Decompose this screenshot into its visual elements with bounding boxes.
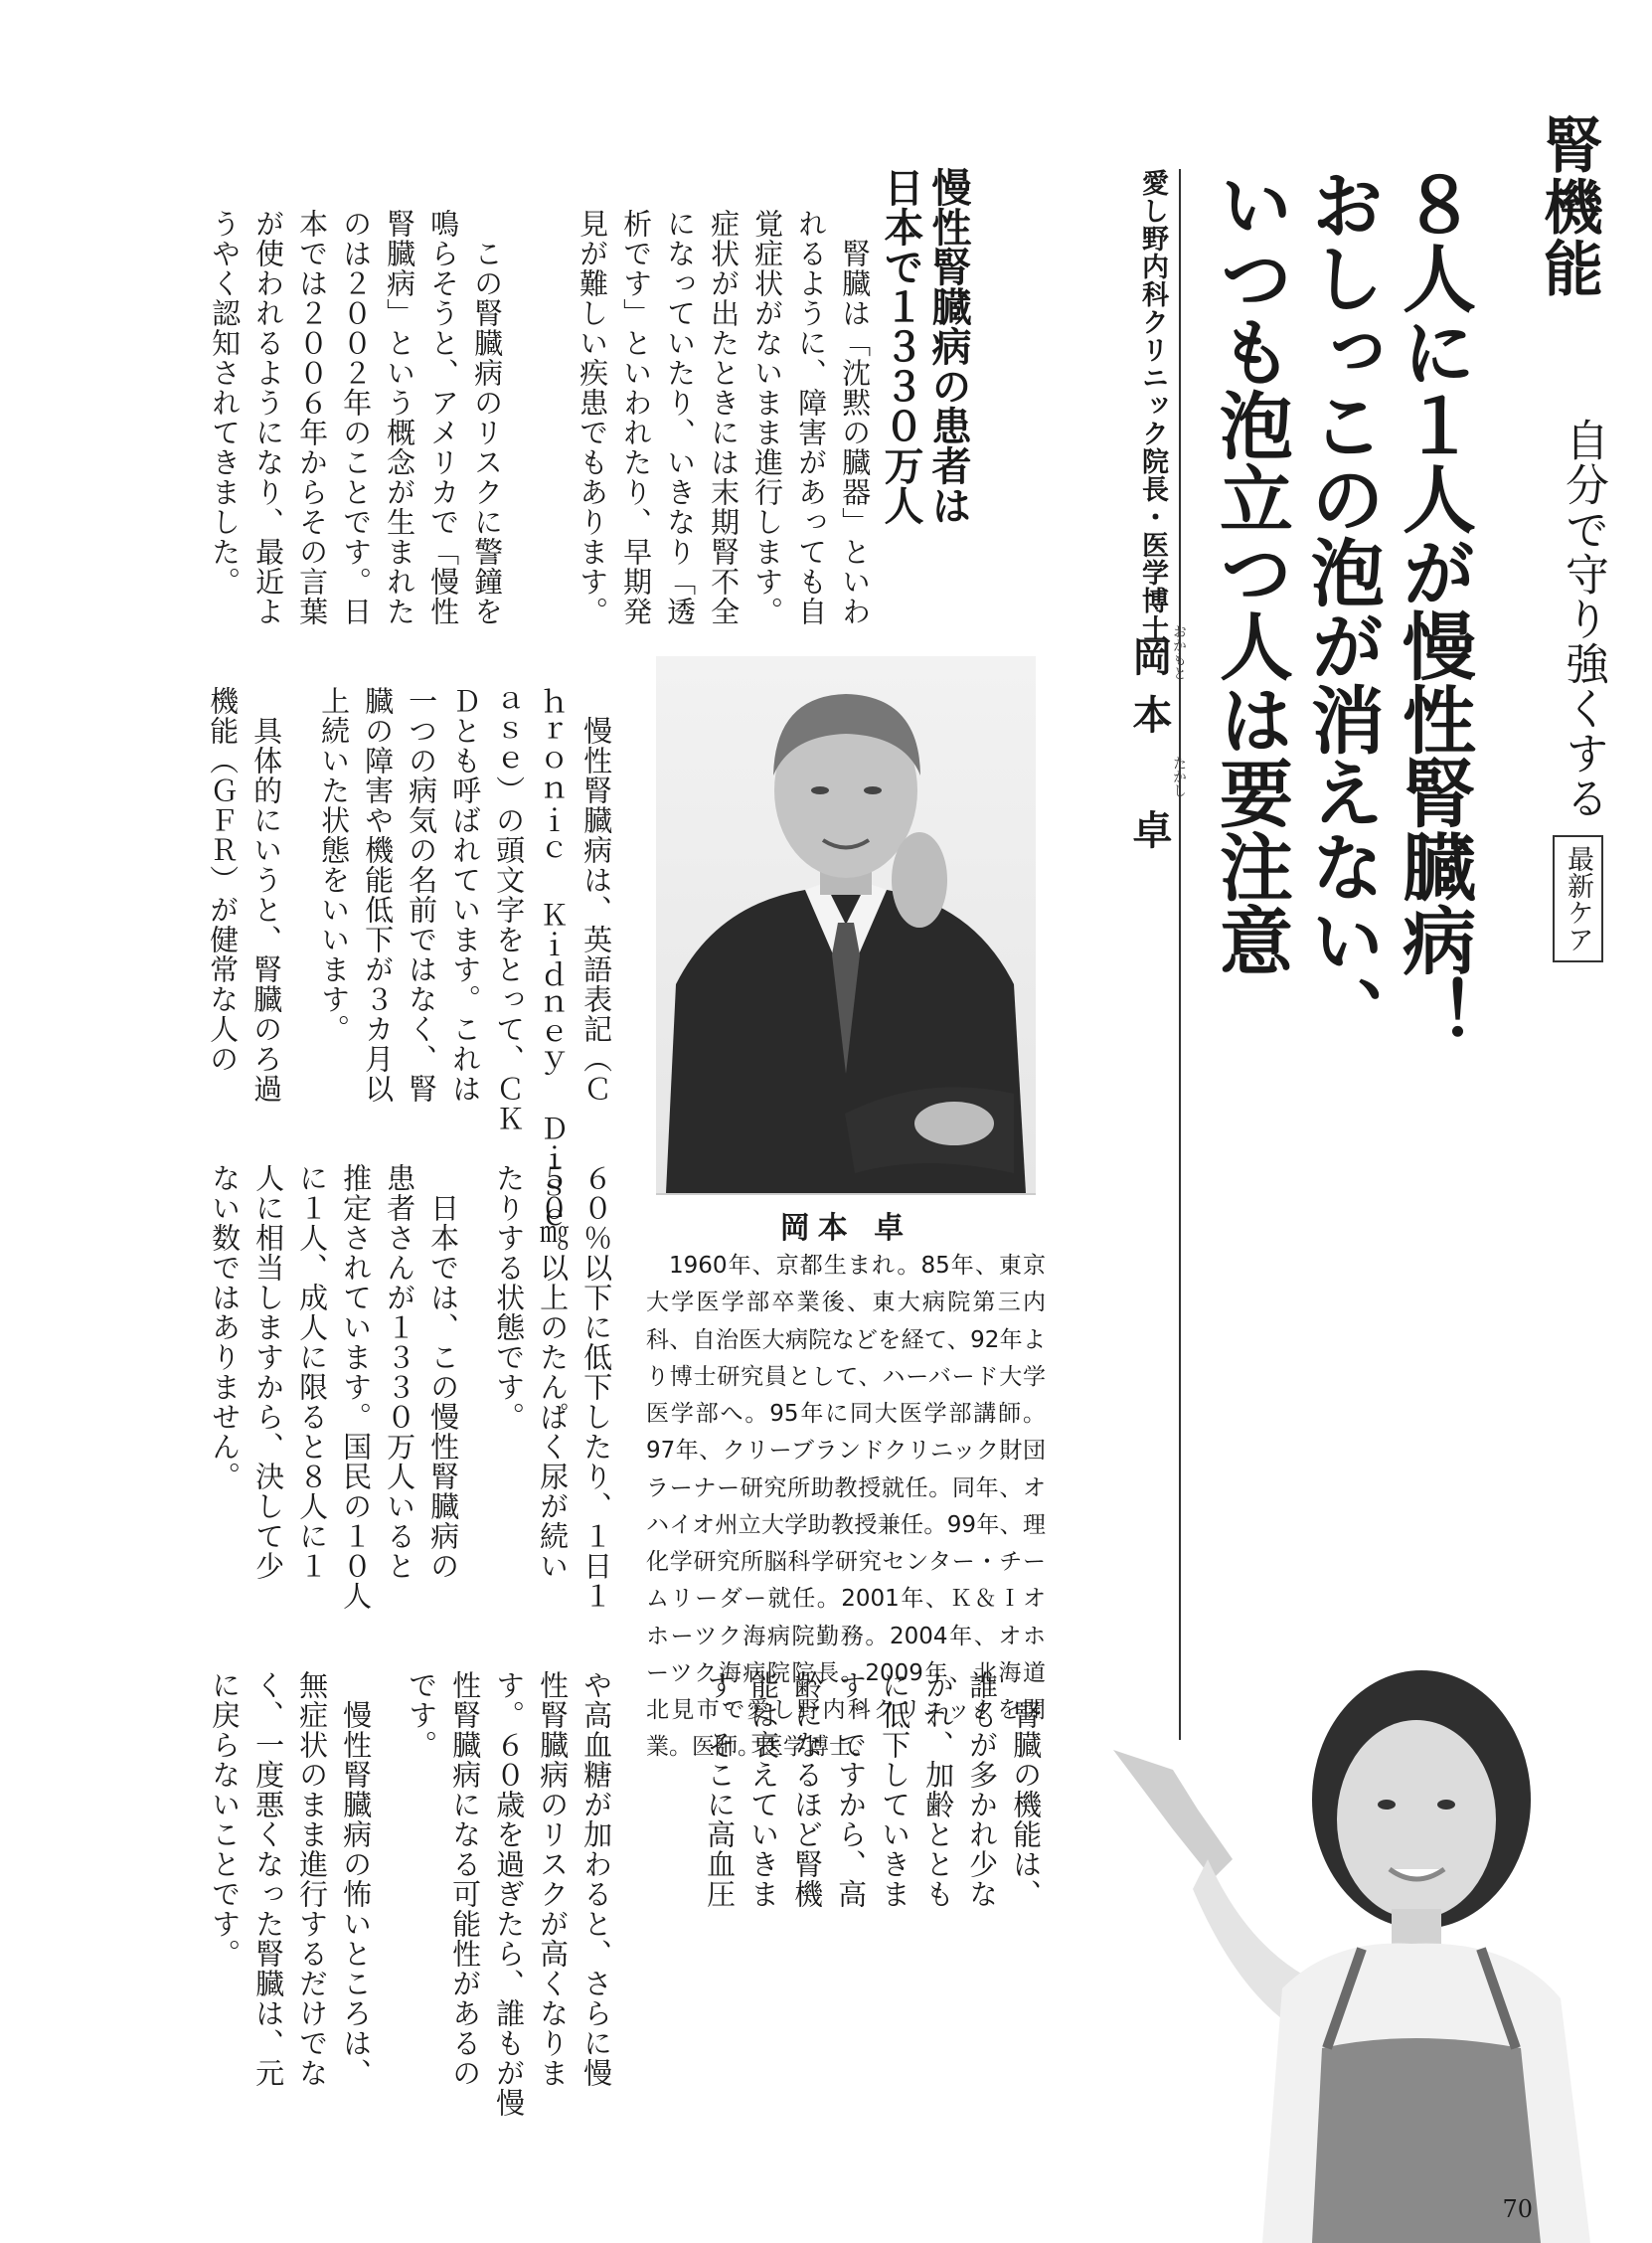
photo-caption-name: 岡本 卓	[779, 1211, 912, 1246]
body-line: 日本では、この慢性腎臓病の	[426, 1163, 461, 1581]
author-name: 岡本 卓	[1126, 636, 1172, 867]
body-line: 腎臓の機能は、	[1009, 1670, 1044, 1909]
author-divider	[1179, 169, 1181, 1740]
body-line: 鳴らそうと、アメリカで「慢性	[426, 209, 461, 626]
body-line: 覚症状がないまま進行します。	[750, 209, 785, 626]
body-line: 性腎臓病になる可能性があるの	[448, 1670, 483, 2088]
section-heading-1: 慢性腎臓病の患者は	[925, 167, 971, 525]
body-line: 能は衰えていきま	[746, 1670, 781, 1909]
body-line: たりする状態です。	[492, 1163, 527, 1432]
author-affiliation: 愛し野内科クリニック院長・医学博士	[1137, 169, 1168, 642]
headline-line-1: ８人に１人が慢性腎臓病！	[1391, 167, 1476, 1050]
body-line: す。ですから、高	[834, 1670, 869, 1909]
body-line: ａｓｅ）の頭文字をとって、ＣＫ	[492, 686, 527, 1133]
body-line: れるように、障害があっても自	[794, 209, 829, 626]
body-line: に低下していきま	[878, 1670, 912, 1909]
series-tag: 最新ケア	[1553, 835, 1603, 962]
body-line: になっていたり、いきなり「透	[663, 209, 698, 626]
body-line: です。	[405, 1670, 439, 1760]
body-line: す。そこに高血圧	[703, 1670, 738, 1909]
author-ruby-surname: おかもと	[1171, 624, 1187, 680]
body-line: 機能（ＧＦＲ）が健常な人の	[206, 686, 241, 1074]
body-line: 齢になるほど腎機	[790, 1670, 825, 1909]
body-line: く、一度悪くなった腎臓は、元	[251, 1670, 286, 2088]
body-line: 臓の障害や機能低下が３カ月以	[361, 686, 396, 1104]
body-line: 見が難しい疾患でもあります。	[576, 209, 610, 626]
woman-pointing-photo	[1113, 1631, 1652, 2243]
series-kicker: 腎機能	[1534, 114, 1603, 299]
body-line: 患者さんが１３３０万人いると	[383, 1163, 417, 1581]
body-line: す。６０歳を過ぎたら、誰もが慢	[492, 1670, 527, 2118]
body-line: 性腎臓病のリスクが高くなりま	[536, 1670, 571, 2088]
body-line: 上続いた状態をいいます。	[317, 686, 352, 1044]
page-number: 70	[1502, 2195, 1533, 2223]
body-line: 慢性腎臓病は、英語表記（Ｃ	[579, 686, 614, 1104]
body-line: が使われるようになり、最近よ	[251, 209, 286, 626]
body-line: 本では２００６年からその言葉	[295, 209, 330, 626]
section-heading-2: 日本で１３３０万人	[878, 167, 923, 525]
body-line: Ｄとも呼ばれています。これは	[448, 686, 483, 1104]
body-line: 一つの病気の名前ではなく、腎	[405, 686, 439, 1104]
body-line: のは２００２年のことです。日	[339, 209, 374, 626]
body-line: 人に相当しますから、決して少	[251, 1163, 286, 1581]
body-line: ５０㎎以上のたんぱく尿が続い	[536, 1163, 571, 1581]
author-ruby-given: たかし	[1171, 756, 1187, 797]
body-line: うやく認知されてきました。	[208, 209, 243, 597]
series-subtitle: 自分で守り強くする	[1558, 418, 1608, 820]
body-line: 誰もが多かれ少な	[965, 1670, 1000, 1909]
body-line: 腎臓病」という概念が生まれた	[383, 209, 417, 626]
body-line: 推定されています。国民の１０人	[339, 1163, 374, 1611]
body-line: ない数ではありません。	[208, 1163, 243, 1491]
body-line: 症状が出たときには末期腎不全	[707, 209, 742, 626]
body-line: かれ、加齢ととも	[921, 1670, 956, 1909]
body-line: ｈｒｏｎｉｃ Ｋｉｄｎｅｙ Ｄｉｓｅ	[536, 686, 571, 1233]
body-line: に１人、成人に限ると８人に１	[295, 1163, 330, 1581]
headline-line-3: いつも泡立つ人は要注意	[1208, 167, 1293, 976]
body-line: ６０％以下に低下したり、１日１	[579, 1163, 614, 1611]
body-line: 析です」といわれたり、早期発	[619, 209, 654, 626]
headline-line-2: おしっこの泡が消えない、	[1299, 167, 1385, 1050]
photo-caption-bio: 1960年、京都生まれ。85年、東京大学医学部卒業後、東大病院第三内科、自治医大病院などを経て、92年より博士研究員として、ハーバード大学医学部へ。95年に同大医学部講師。97年、クリーブランドクリニック財団ラーナー研究所助教授就任。同年、オハイオ州立大学助教授兼任。99年、理化学研究所脳科学研究センター・チームリーダー就任。2001年、Ｋ＆Ｉオホーツク海病院勤務。2004年、オホーツク海病院院長。2009年、北海道北見市で愛し野内科クリニックを開業。医師。医学博士。	[646, 1253, 1046, 1761]
body-line: 慢性腎臓病の怖いところは、	[339, 1670, 374, 2088]
body-line: に戻らないことです。	[208, 1670, 243, 1969]
body-line: 具体的にいうと、腎臓のろ過	[249, 686, 284, 1104]
body-line: 腎臓は「沈黙の臓器」といわ	[838, 209, 873, 626]
body-line: や高血糖が加わると、さらに慢	[579, 1670, 614, 2088]
body-line: この腎臓病のリスクに警鐘を	[470, 209, 505, 626]
author-portrait-photo	[656, 656, 1036, 1195]
body-line: 無症状のまま進行するだけでな	[295, 1670, 330, 2088]
